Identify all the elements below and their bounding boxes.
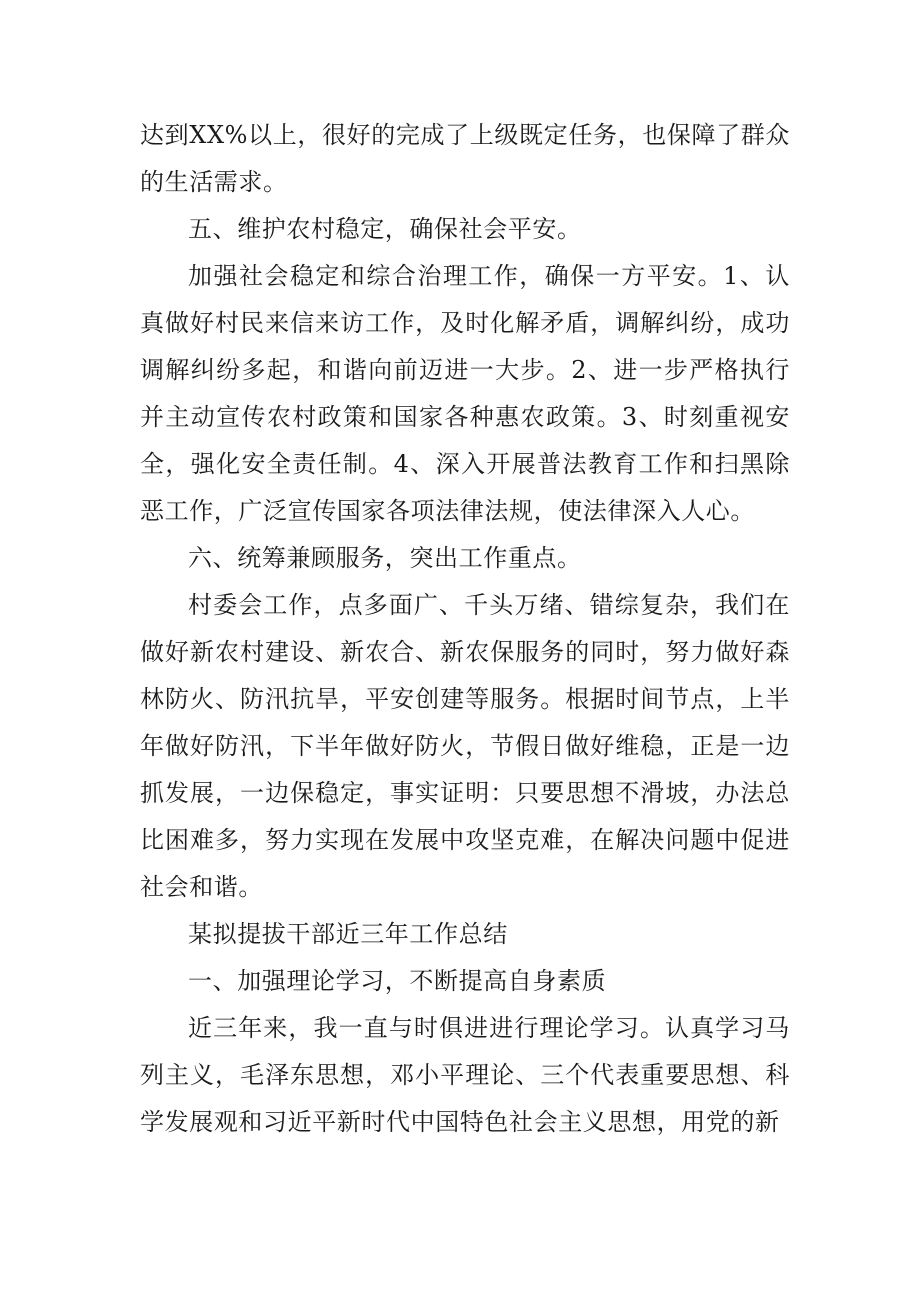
paragraph-village-work: 村委会工作，点多面广、千头万绪、错综复杂，我们在做好新农村建设、新农合、新农保服务的同时，努力做好森林防火、防汛抗旱，平安创建等服务。根据时间节点，上半年做好防汛，下半年做好防火，节假日做好维稳，正是一边抓发展，一边保稳定，事实证明：只要思想不滑坡，办法总比困难多，努力实现在发展中攻坚克难，在解决问题中促进社会和谐。 [140,591,790,901]
paragraph-continuation: 达到XX%以上，很好的完成了上级既定任务，也保障了群众的生活需求。 [140,121,790,196]
document-page [140,112,790,1146]
section-heading-five: 五、维护农村稳定，确保社会平安。 [188,215,582,243]
paragraph-theory-study: 近三年来，我一直与时俱进进行理论学习。认真学习马列主义，毛泽东思想，邓小平理论、三个代表重要思想、科学发展观和习近平新时代中国特色社会主义思想，用党的新 [140,1014,790,1136]
document-title: 某拟提拔干部近三年工作总结 [188,920,508,948]
paragraph-stability: 加强社会稳定和综合治理工作，确保一方平安。1、认真做好村民来信来访工作，及时化解矛盾，调解纠纷，成功调解纠纷多起，和谐向前迈进一大步。2、进一步严格执行并主动宣传农村政策和国家各种惠农政策。3、时刻重视安全，强化安全责任制。4、深入开展普法教育工作和扫黑除恶工作，广泛宣传国家各项法律法规，使法律深入人心。 [140,262,790,525]
section-heading-six: 六、统筹兼顾服务，突出工作重点。 [188,544,582,572]
section-heading-one: 一、加强理论学习，不断提高自身素质 [188,967,607,995]
